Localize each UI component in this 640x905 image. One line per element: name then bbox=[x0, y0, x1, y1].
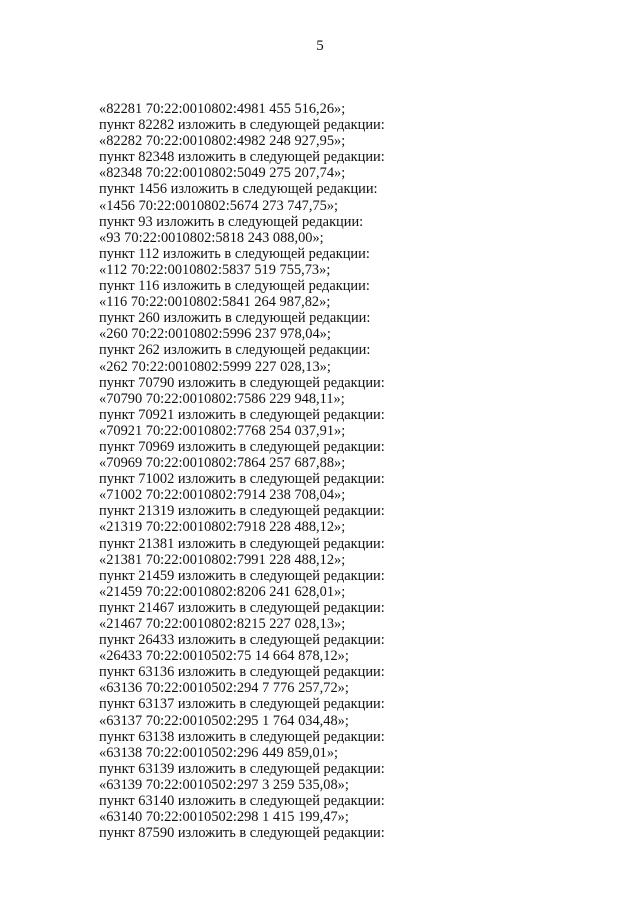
text-line: пункт 70921 изложить в следующей редакции: bbox=[99, 406, 385, 423]
text-line: «1456 70:22:0010802:5674 273 747,75»; bbox=[99, 197, 339, 214]
text-line: пункт 87590 изложить в следующей редакции: bbox=[99, 825, 385, 842]
text-line: «63139 70:22:0010502:297 3 259 535,08»; bbox=[99, 776, 349, 793]
page-number: 5 bbox=[316, 38, 324, 54]
text-line: «21467 70:22:0010802:8215 227 028,13»; bbox=[99, 616, 346, 632]
text-line: «63140 70:22:0010502:298 1 415 199,47»; bbox=[99, 809, 349, 826]
text-line: «21459 70:22:0010802:8206 241 628,01»; bbox=[99, 583, 346, 600]
text-line: «63136 70:22:0010502:294 7 776 257,72»; bbox=[99, 680, 349, 697]
text-line: «112 70:22:0010802:5837 519 755,73»; bbox=[99, 261, 331, 278]
text-line: «260 70:22:0010802:5996 237 978,04»; bbox=[99, 326, 331, 343]
text-line: пункт 63140 изложить в следующей редакции: bbox=[99, 793, 385, 810]
text-line: пункт 21459 изложить в следующей редакции: bbox=[99, 567, 385, 584]
text-line: пункт 63139 изложить в следующей редакции: bbox=[99, 760, 385, 777]
text-line: пункт 82282 изложить в следующей редакции: bbox=[99, 117, 385, 134]
text-line: «262 70:22:0010802:5999 227 028,13»; bbox=[99, 358, 331, 375]
text-line: «21381 70:22:0010802:7991 228 488,12»; bbox=[99, 551, 346, 568]
text-line: «116 70:22:0010802:5841 264 987,82»; bbox=[99, 294, 331, 311]
text-line: пункт 21319 изложить в следующей редакции: bbox=[99, 503, 385, 520]
document-body bbox=[99, 101, 599, 841]
text-line: пункт 70790 изложить в следующей редакции: bbox=[99, 374, 385, 391]
text-line: пункт 93 изложить в следующей редакции: bbox=[99, 213, 364, 230]
text-line: пункт 116 изложить в следующей редакции: bbox=[99, 278, 370, 295]
text-line: пункт 1456 изложить в следующей редакции: bbox=[99, 181, 378, 198]
text-line: «63138 70:22:0010502:296 449 859,01»; bbox=[99, 744, 339, 761]
text-line: «70790 70:22:0010802:7586 229 948,11»; bbox=[99, 390, 345, 407]
text-line: пункт 112 изложить в следующей редакции: bbox=[99, 245, 370, 262]
text-line: «82281 70:22:0010802:4981 455 516,26»; bbox=[99, 101, 346, 117]
text-line: пункт 21467 изложить в следующей редакции: bbox=[99, 599, 385, 616]
text-line: «93 70:22:0010802:5818 243 088,00»; bbox=[99, 229, 324, 246]
text-line: «82282 70:22:0010802:4982 248 927,95»; bbox=[99, 133, 346, 150]
text-line: пункт 63136 изложить в следующей редакции: bbox=[99, 664, 385, 681]
text-line: пункт 63137 изложить в следующей редакции: bbox=[99, 696, 385, 713]
text-line: пункт 63138 изложить в следующей редакции: bbox=[99, 728, 385, 745]
text-line: «82348 70:22:0010802:5049 275 207,74»; bbox=[99, 165, 346, 182]
text-line: пункт 21381 изложить в следующей редакции: bbox=[99, 535, 385, 552]
text-line: пункт 70969 изложить в следующей редакции: bbox=[99, 438, 385, 455]
text-line: «70969 70:22:0010802:7864 257 687,88»; bbox=[99, 455, 346, 472]
text-line: пункт 260 изложить в следующей редакции: bbox=[99, 310, 371, 327]
text-line: пункт 71002 изложить в следующей редакции: bbox=[99, 471, 385, 488]
text-line: пункт 262 изложить в следующей редакции: bbox=[99, 342, 371, 359]
text-line: пункт 26433 изложить в следующей редакции: bbox=[99, 632, 385, 649]
text-line: пункт 82348 изложить в следующей редакции: bbox=[99, 149, 385, 166]
text-line: «63137 70:22:0010502:295 1 764 034,48»; bbox=[99, 712, 349, 729]
text-line: «71002 70:22:0010802:7914 238 708,04»; bbox=[99, 487, 346, 504]
text-line: «70921 70:22:0010802:7768 254 037,91»; bbox=[99, 422, 346, 439]
text-line: «21319 70:22:0010802:7918 228 488,12»; bbox=[99, 519, 346, 536]
text-line: «26433 70:22:0010502:75 14 664 878,12»; bbox=[99, 648, 349, 665]
